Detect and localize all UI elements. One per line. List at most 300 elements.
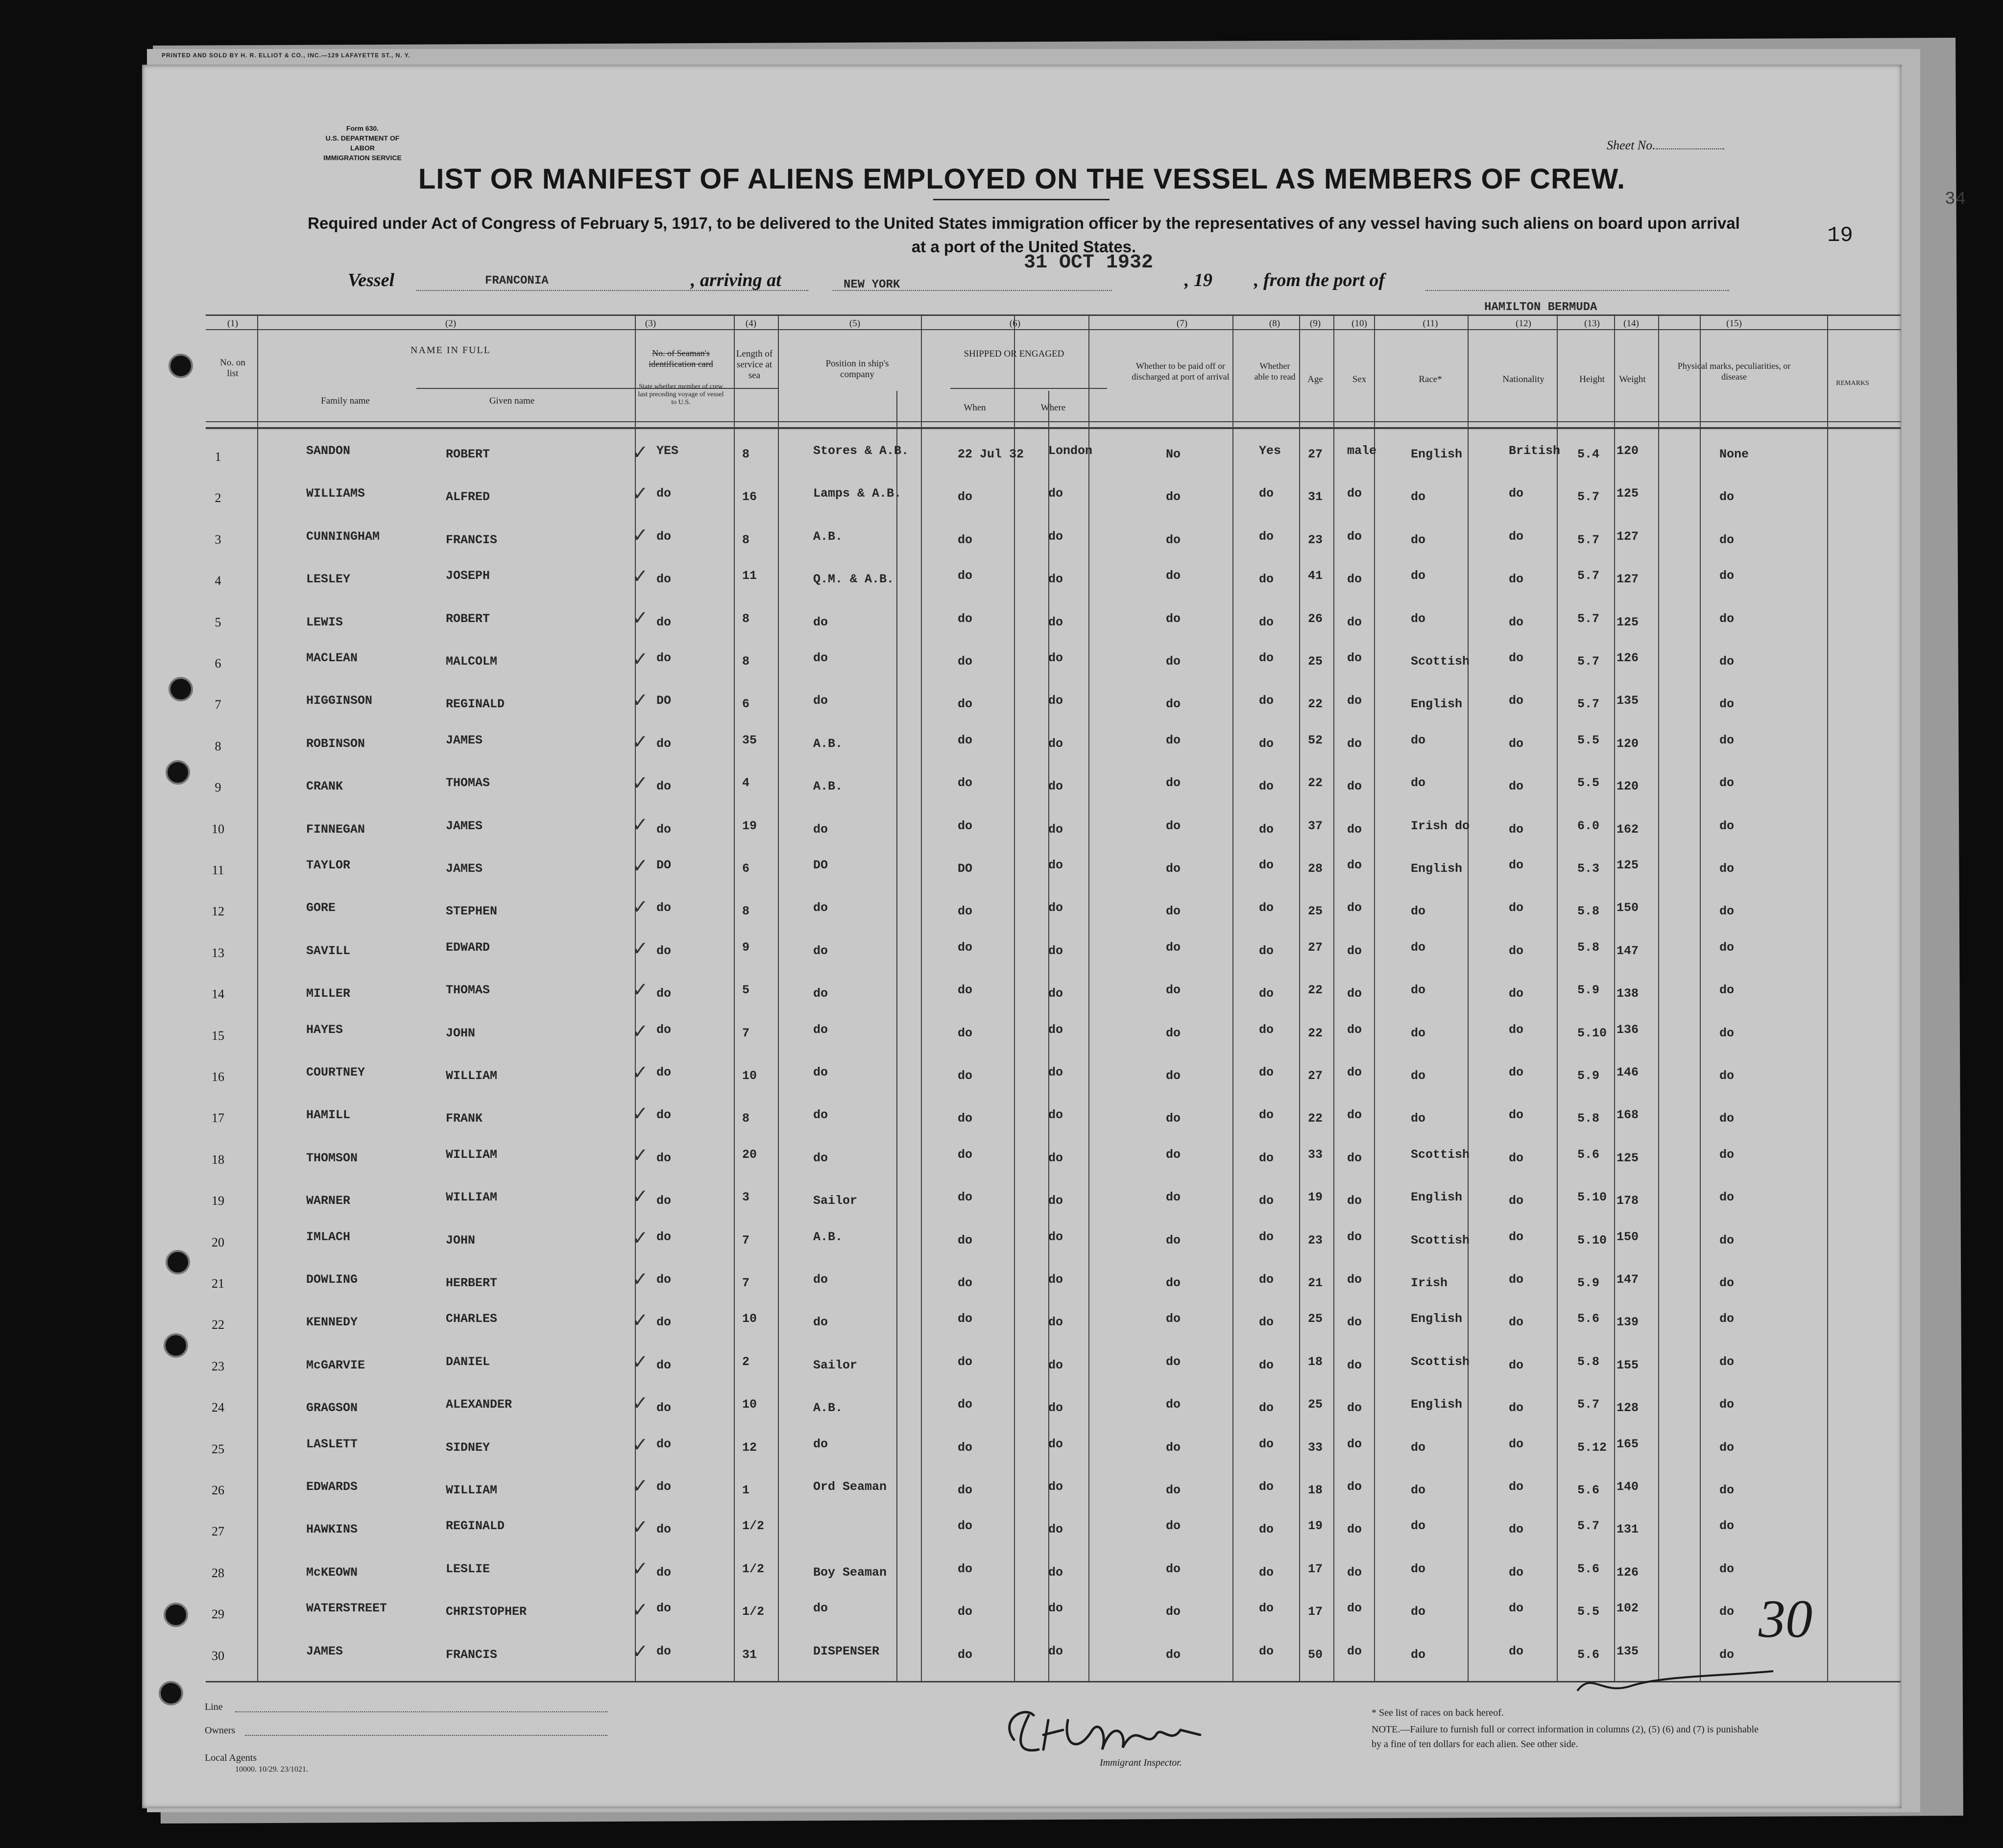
- cell-read: do: [1259, 529, 1274, 544]
- cell-read: do: [1259, 736, 1274, 751]
- row-number: 16: [212, 1070, 224, 1084]
- cell-read: do: [1259, 822, 1274, 837]
- cell-nationality: do: [1509, 736, 1524, 751]
- cell-where: do: [1048, 486, 1063, 501]
- cell-read: do: [1259, 615, 1274, 629]
- from-port-underline: [1425, 290, 1729, 291]
- cell-sex: do: [1347, 1565, 1362, 1580]
- punch-hole: [164, 1603, 188, 1627]
- check-mark: ✓: [632, 565, 649, 588]
- cell-position: do: [813, 1272, 828, 1287]
- cell-where: do: [1048, 1480, 1063, 1494]
- cell-when: do: [958, 1026, 973, 1040]
- cell-paid: do: [1166, 940, 1181, 955]
- row-number: 5: [215, 615, 221, 629]
- cell-prev: do: [656, 736, 672, 751]
- cell-age: 37: [1308, 818, 1323, 833]
- from-port: HAMILTON BERMUDA: [1484, 301, 1597, 314]
- cell-where: do: [1048, 1194, 1063, 1208]
- cell-marks: do: [1719, 1111, 1735, 1126]
- cell-paid: do: [1166, 1483, 1181, 1497]
- cell-when: do: [958, 940, 973, 955]
- cell-age: 17: [1308, 1561, 1323, 1576]
- row-number: 22: [212, 1318, 224, 1332]
- cell-paid: do: [1166, 1276, 1181, 1290]
- cell-weight: 162: [1617, 822, 1639, 837]
- cell-prev: do: [656, 1401, 672, 1416]
- cell-race: do: [1411, 1069, 1426, 1083]
- check-mark: ✓: [632, 1185, 649, 1208]
- grid-line: [206, 314, 1901, 316]
- tally-stroke: [1572, 1661, 1778, 1701]
- cell-weight: 120: [1617, 736, 1639, 751]
- cell-weight: 128: [1617, 1401, 1639, 1416]
- cell-race: do: [1411, 1519, 1426, 1534]
- cell-position: do: [813, 1315, 828, 1330]
- cell-sex: do: [1347, 1272, 1362, 1287]
- cell-height: 5.8: [1577, 1354, 1600, 1369]
- cell-age: 21: [1308, 1276, 1323, 1290]
- grid-line: [1700, 314, 1701, 1681]
- cell-read: do: [1259, 1315, 1274, 1330]
- check-mark: ✓: [632, 772, 649, 795]
- cell-when: do: [958, 1605, 973, 1619]
- footer-form-code: 10000. 10/29. 23/1021.: [235, 1765, 308, 1774]
- cell-height: 5.5: [1577, 776, 1600, 791]
- date-stamp: 31 OCT 1932: [1024, 252, 1154, 274]
- cell-given: MALCOLM: [446, 654, 498, 669]
- cell-marks: do: [1719, 1147, 1735, 1162]
- cell-prev: do: [656, 986, 672, 1001]
- cell-race: English: [1411, 1190, 1463, 1205]
- cell-sex: do: [1347, 1108, 1362, 1123]
- cell-height: 5.6: [1577, 1147, 1600, 1162]
- cell-paid: do: [1166, 697, 1181, 712]
- cell-weight: 147: [1617, 1272, 1639, 1287]
- cell-paid: do: [1166, 1111, 1181, 1126]
- cell-marks: do: [1719, 1440, 1735, 1455]
- cell-given: ALEXANDER: [446, 1397, 512, 1412]
- check-mark: ✓: [632, 896, 649, 919]
- col-header-read: Whether able to read: [1254, 361, 1296, 382]
- cell-weight: 168: [1617, 1108, 1639, 1123]
- punch-hole: [166, 760, 190, 785]
- cell-prev: do: [656, 901, 672, 915]
- cell-race: do: [1411, 569, 1426, 583]
- cell-family: COURTNEY: [306, 1065, 365, 1080]
- cell-race: do: [1411, 490, 1426, 504]
- cell-marks: do: [1719, 1483, 1735, 1497]
- cell-paid: do: [1166, 1026, 1181, 1040]
- col-num: (4): [745, 318, 757, 329]
- cell-weight: 135: [1617, 1644, 1639, 1658]
- row-number: 10: [212, 821, 224, 836]
- cell-prev: do: [656, 779, 672, 794]
- cell-height: 5.12: [1577, 1440, 1607, 1455]
- cell-race: English: [1411, 1397, 1463, 1412]
- cell-when: do: [958, 818, 973, 833]
- cell-nationality: do: [1509, 1480, 1524, 1494]
- cell-position: Stores & A.B.: [813, 444, 909, 458]
- cell-position: do: [813, 986, 828, 1001]
- grid-line: [778, 314, 779, 1681]
- cell-sex: do: [1347, 1065, 1362, 1080]
- col-header-sex: Sex: [1352, 374, 1367, 384]
- cell-age: 25: [1308, 904, 1323, 919]
- cell-sex: do: [1347, 1644, 1362, 1658]
- cell-weight: 125: [1617, 615, 1639, 629]
- cell-given: STEPHEN: [446, 904, 498, 919]
- cell-weight: 150: [1617, 901, 1639, 915]
- check-mark: ✓: [632, 1226, 649, 1249]
- cell-where: do: [1048, 572, 1063, 587]
- cell-family: DOWLING: [306, 1272, 358, 1287]
- cell-sex: do: [1347, 1437, 1362, 1451]
- punch-hole: [164, 1333, 188, 1358]
- cell-height: 5.7: [1577, 611, 1600, 626]
- cell-family: LEWIS: [306, 615, 343, 629]
- check-mark: ✓: [632, 648, 649, 671]
- cell-service: 7: [742, 1233, 750, 1248]
- service: IMMIGRATION SERVICE: [323, 154, 402, 162]
- cell-given: WILLIAM: [446, 1190, 498, 1205]
- cell-age: 27: [1308, 1069, 1323, 1083]
- cell-race: do: [1411, 1440, 1426, 1455]
- cell-weight: 136: [1617, 1022, 1639, 1037]
- cell-height: 5.7: [1577, 697, 1600, 712]
- cell-sex: do: [1347, 486, 1362, 501]
- form-number: Form 630.: [346, 124, 379, 132]
- cell-nationality: do: [1509, 1437, 1524, 1451]
- cell-service: 8: [742, 904, 750, 919]
- cell-family: GRAGSON: [306, 1401, 358, 1416]
- check-mark: ✓: [632, 1557, 649, 1580]
- cell-family: LESLEY: [306, 572, 351, 587]
- cell-when: do: [958, 569, 973, 583]
- cell-read: do: [1259, 572, 1274, 587]
- cell-service: 10: [742, 1312, 757, 1326]
- cell-height: 5.5: [1577, 733, 1600, 747]
- cell-given: JAMES: [446, 862, 483, 876]
- cell-height: 5.6: [1577, 1647, 1600, 1662]
- cell-paid: do: [1166, 1354, 1181, 1369]
- col-header-name: NAME IN FULL: [410, 345, 491, 356]
- cell-prev: do: [656, 1644, 672, 1658]
- col-header-paid-off: Whether to be paid off or discharged at port of arrival: [1132, 361, 1230, 382]
- cell-height: 5.7: [1577, 1519, 1600, 1534]
- grid-line: [734, 314, 735, 1681]
- cell-service: 2: [742, 1354, 750, 1369]
- col-header-id-card: No. of Seaman's identification card: [649, 348, 713, 369]
- cell-read: do: [1259, 1108, 1274, 1123]
- cell-prev: do: [656, 1358, 672, 1372]
- grid-line: [206, 329, 1901, 330]
- cell-family: MACLEAN: [306, 651, 358, 665]
- col-header-weight: Weight: [1619, 374, 1646, 384]
- cell-height: 5.7: [1577, 1397, 1600, 1412]
- year-label: , 19: [1184, 270, 1212, 290]
- cell-position: Ord Seaman: [813, 1480, 887, 1494]
- cell-age: 26: [1308, 611, 1323, 626]
- inspector-label: Immigrant Inspector.: [1100, 1757, 1182, 1768]
- cell-position: do: [813, 1108, 828, 1123]
- cell-prev: do: [656, 1022, 672, 1037]
- cell-age: 22: [1308, 776, 1323, 791]
- cell-family: CUNNINGHAM: [306, 529, 380, 544]
- cell-nationality: do: [1509, 1229, 1524, 1244]
- grid-line: [1333, 314, 1334, 1681]
- row-number: 7: [215, 697, 221, 712]
- cell-position: DISPENSER: [813, 1644, 880, 1658]
- cell-sex: do: [1347, 986, 1362, 1001]
- cell-family: HIGGINSON: [306, 694, 373, 708]
- cell-age: 22: [1308, 1026, 1323, 1040]
- cell-when: do: [958, 776, 973, 791]
- cell-service: 8: [742, 447, 750, 461]
- cell-when: do: [958, 1312, 973, 1326]
- cell-given: ALFRED: [446, 490, 490, 504]
- cell-sex: do: [1347, 1022, 1362, 1037]
- cell-read: do: [1259, 1480, 1274, 1494]
- cell-paid: do: [1166, 776, 1181, 791]
- cell-position: do: [813, 651, 828, 665]
- cell-race: do: [1411, 1111, 1426, 1126]
- cell-marks: do: [1719, 1026, 1735, 1040]
- cell-given: EDWARD: [446, 940, 490, 955]
- printer-line: PRINTED AND SOLD BY H. R. ELLIOT & CO., INC.—129 LAFAYETTE ST., N. Y.: [162, 52, 410, 59]
- cell-race: Scottish: [1411, 1354, 1470, 1369]
- cell-service: 11: [742, 569, 757, 583]
- cell-sex: do: [1347, 736, 1362, 751]
- cell-where: do: [1048, 615, 1063, 629]
- cell-age: 28: [1308, 862, 1323, 876]
- check-mark: ✓: [632, 1268, 649, 1291]
- cell-nationality: do: [1509, 858, 1524, 872]
- cell-when: do: [958, 1147, 973, 1162]
- cell-sex: do: [1347, 822, 1362, 837]
- cell-race: Scottish: [1411, 1233, 1470, 1248]
- form-info: [314, 123, 411, 163]
- cell-height: 5.9: [1577, 983, 1600, 998]
- check-mark: ✓: [632, 1144, 649, 1167]
- cell-race: Irish do: [1411, 818, 1470, 833]
- cell-position: Q.M. & A.B.: [813, 572, 894, 587]
- row-number: 18: [212, 1152, 224, 1167]
- cell-family: CRANK: [306, 779, 343, 794]
- grid-line: [950, 388, 1107, 389]
- check-mark: ✓: [632, 730, 649, 753]
- cell-nationality: do: [1509, 1022, 1524, 1037]
- cell-service: 12: [742, 1440, 757, 1455]
- footer-owners-underline: [245, 1735, 607, 1736]
- cell-prev: do: [656, 1601, 672, 1616]
- col-header-age: Age: [1307, 374, 1323, 384]
- cell-height: 5.7: [1577, 532, 1600, 547]
- cell-marks: do: [1719, 1276, 1735, 1290]
- page-subtitle: Required under Act of Congress of February 5, 1917, to be delivered to the United States immigration officer by the representatives of any vessel having such aliens on board upon arrival at a port of the United States.: [308, 214, 1740, 256]
- check-mark: ✓: [632, 689, 649, 712]
- cell-prev: do: [656, 1565, 672, 1580]
- cell-nationality: do: [1509, 1522, 1524, 1537]
- footer-note: NOTE.—Failure to furnish full or correct information in columns (2), (5) (6) and (7) is punishable by a fine of ten dollars for each alien. See other side.: [1372, 1724, 1759, 1750]
- cell-paid: do: [1166, 1440, 1181, 1455]
- cell-when: do: [958, 1647, 973, 1662]
- cell-family: HAWKINS: [306, 1522, 358, 1537]
- cell-where: do: [1048, 943, 1063, 958]
- page-number: 19: [1827, 223, 1853, 248]
- cell-age: 23: [1308, 1233, 1323, 1248]
- row-number: 29: [212, 1607, 224, 1622]
- cell-paid: do: [1166, 818, 1181, 833]
- cell-service: 6: [742, 862, 750, 876]
- col-num: (13): [1584, 318, 1600, 329]
- cell-when: do: [958, 733, 973, 747]
- cell-age: 52: [1308, 733, 1323, 747]
- cell-sex: do: [1347, 779, 1362, 794]
- cell-weight: 147: [1617, 943, 1639, 958]
- cell-marks: do: [1719, 569, 1735, 583]
- cell-family: WATERSTREET: [306, 1601, 387, 1616]
- cell-age: 23: [1308, 532, 1323, 547]
- cell-paid: No: [1166, 447, 1181, 461]
- cell-weight: 165: [1617, 1437, 1639, 1451]
- cell-family: WILLIAMS: [306, 486, 365, 501]
- grid-line: [1658, 314, 1659, 1681]
- cell-where: do: [1048, 986, 1063, 1001]
- cell-when: do: [958, 1069, 973, 1083]
- cell-family: ROBINSON: [306, 736, 365, 751]
- cell-family: HAMILL: [306, 1108, 351, 1123]
- cell-service: 8: [742, 654, 750, 669]
- row-number: 3: [215, 532, 221, 547]
- footer-line-underline: [235, 1711, 607, 1712]
- cell-weight: 127: [1617, 572, 1639, 587]
- cell-height: 5.8: [1577, 940, 1600, 955]
- cell-given: JOHN: [446, 1233, 476, 1248]
- cell-given: JAMES: [446, 818, 483, 833]
- cell-sex: do: [1347, 858, 1362, 872]
- cell-prev: do: [656, 572, 672, 587]
- cell-marks: do: [1719, 1233, 1735, 1248]
- cell-when: do: [958, 1483, 973, 1497]
- cell-read: do: [1259, 1151, 1274, 1165]
- grid-line: [1014, 314, 1015, 1681]
- cell-race: Scottish: [1411, 1147, 1470, 1162]
- cell-service: 6: [742, 697, 750, 712]
- cell-service: 3: [742, 1190, 750, 1205]
- cell-nationality: do: [1509, 1358, 1524, 1372]
- cell-service: 19: [742, 818, 757, 833]
- cell-race: do: [1411, 1026, 1426, 1040]
- cell-sex: do: [1347, 1194, 1362, 1208]
- cell-prev: do: [656, 529, 672, 544]
- cell-nationality: do: [1509, 779, 1524, 794]
- cell-service: 10: [742, 1069, 757, 1083]
- cell-family: FINNEGAN: [306, 822, 365, 837]
- cell-marks: do: [1719, 1561, 1735, 1576]
- cell-service: 1/2: [742, 1519, 765, 1534]
- punch-hole: [169, 354, 193, 378]
- cell-nationality: do: [1509, 986, 1524, 1001]
- row-number: 19: [212, 1194, 224, 1208]
- cell-when: DO: [958, 862, 973, 876]
- cell-where: do: [1048, 1272, 1063, 1287]
- col-header-prev-voyage: State whether member of crew last preceding voyage of vessel to U.S.: [638, 383, 724, 406]
- check-mark: ✓: [632, 937, 649, 960]
- cell-where: do: [1048, 1565, 1063, 1580]
- punch-hole: [169, 677, 193, 701]
- cell-position: A.B.: [813, 1401, 843, 1416]
- cell-where: do: [1048, 1229, 1063, 1244]
- cell-marks: do: [1719, 490, 1735, 504]
- cell-paid: do: [1166, 1519, 1181, 1534]
- row-number: 23: [212, 1359, 224, 1373]
- col-num: (14): [1623, 318, 1639, 329]
- cell-position: Lamps & A.B.: [813, 486, 902, 501]
- cell-given: THOMAS: [446, 776, 490, 791]
- cell-prev: do: [656, 651, 672, 665]
- cell-where: London: [1048, 444, 1093, 458]
- cell-race: do: [1411, 940, 1426, 955]
- check-mark: ✓: [632, 606, 649, 629]
- cell-family: MILLER: [306, 986, 351, 1001]
- cell-marks: do: [1719, 940, 1735, 955]
- cell-read: do: [1259, 1601, 1274, 1616]
- cell-sex: do: [1347, 1480, 1362, 1494]
- col-header-nationality: Nationality: [1502, 374, 1544, 384]
- cell-family: WARNER: [306, 1194, 351, 1208]
- cell-position: do: [813, 1022, 828, 1037]
- col-num: (3): [645, 318, 656, 329]
- cell-marks: do: [1719, 862, 1735, 876]
- col-header-service: Length of service at sea: [736, 349, 773, 381]
- cell-weight: 127: [1617, 529, 1639, 544]
- cell-where: do: [1048, 1358, 1063, 1372]
- cell-age: 25: [1308, 1397, 1323, 1412]
- cell-weight: 150: [1617, 1229, 1639, 1244]
- cell-given: LESLIE: [446, 1561, 490, 1576]
- row-number: 15: [212, 1028, 224, 1043]
- col-num: (9): [1309, 318, 1321, 329]
- cell-height: 5.8: [1577, 904, 1600, 919]
- row-number: 12: [212, 904, 224, 919]
- cell-prev: do: [656, 1194, 672, 1208]
- cell-where: do: [1048, 1601, 1063, 1616]
- grid-line: [1299, 314, 1300, 1681]
- cell-read: do: [1259, 943, 1274, 958]
- cell-paid: do: [1166, 1605, 1181, 1619]
- cell-position: do: [813, 615, 828, 629]
- cell-nationality: do: [1509, 1151, 1524, 1165]
- cell-weight: 126: [1617, 1565, 1639, 1580]
- cell-marks: do: [1719, 1069, 1735, 1083]
- cell-sex: do: [1347, 1358, 1362, 1372]
- arriving-port: NEW YORK: [844, 278, 900, 291]
- cell-nationality: do: [1509, 1401, 1524, 1416]
- cell-prev: do: [656, 615, 672, 629]
- cell-race: English: [1411, 447, 1463, 461]
- cell-paid: do: [1166, 904, 1181, 919]
- cell-sex: do: [1347, 1151, 1362, 1165]
- col-header-no: No. on list: [220, 358, 245, 379]
- cell-paid: do: [1166, 654, 1181, 669]
- cell-weight: 139: [1617, 1315, 1639, 1330]
- col-num: (12): [1516, 318, 1531, 329]
- cell-marks: do: [1719, 776, 1735, 791]
- cell-paid: do: [1166, 862, 1181, 876]
- cell-race: English: [1411, 697, 1463, 712]
- cell-height: 5.9: [1577, 1069, 1600, 1083]
